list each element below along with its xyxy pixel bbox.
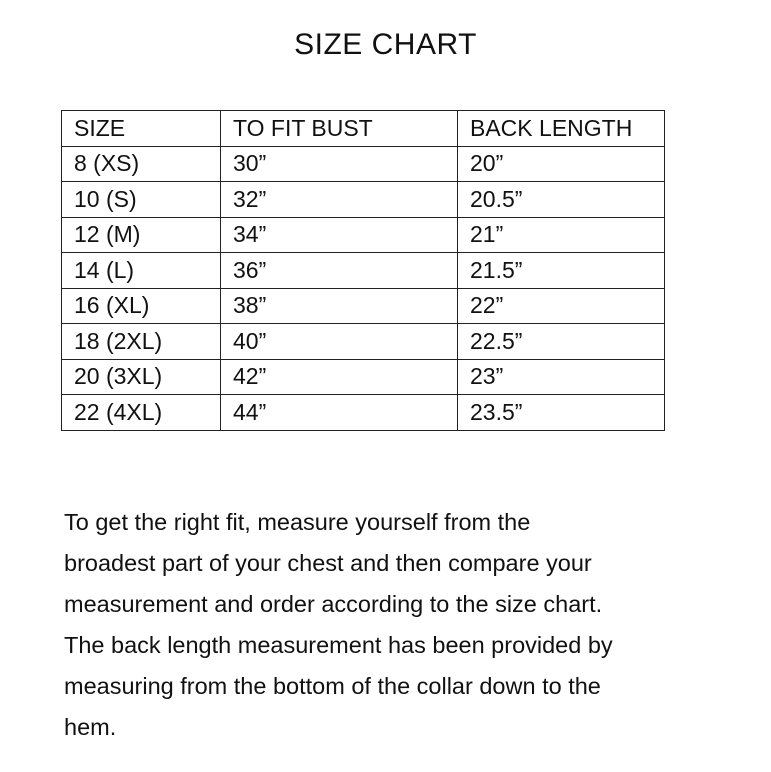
cell-size: 16 (XL) <box>62 288 221 324</box>
cell-size: 22 (4XL) <box>62 395 221 431</box>
header-size: SIZE <box>62 111 221 147</box>
table-row <box>62 217 665 253</box>
cell-size: 12 (M) <box>62 217 221 253</box>
table-row <box>62 395 665 431</box>
table-row <box>62 253 665 289</box>
cell-back-length: 22.5” <box>458 324 665 360</box>
cell-bust: 36” <box>221 253 458 289</box>
cell-size: 20 (3XL) <box>62 359 221 395</box>
cell-size: 10 (S) <box>62 182 221 218</box>
page-title: SIZE CHART <box>294 28 477 61</box>
cell-size: 14 (L) <box>62 253 221 289</box>
note-line: hem. <box>64 714 117 740</box>
note-line: To get the right fit, measure yourself from the <box>64 509 531 535</box>
cell-back-length: 23” <box>458 359 665 395</box>
cell-bust: 40” <box>221 324 458 360</box>
cell-bust: 38” <box>221 288 458 324</box>
table-row <box>62 324 665 360</box>
note-line: measurement and order according to the size chart. <box>64 591 603 617</box>
cell-back-length: 22” <box>458 288 665 324</box>
cell-bust: 42” <box>221 359 458 395</box>
cell-back-length: 21.5” <box>458 253 665 289</box>
table-row <box>62 359 665 395</box>
table-row <box>62 146 665 182</box>
fit-instructions-paragraph <box>64 502 724 748</box>
header-back-length: BACK LENGTH <box>458 111 665 147</box>
cell-size: 8 (XS) <box>62 146 221 182</box>
cell-back-length: 21” <box>458 217 665 253</box>
cell-back-length: 23.5” <box>458 395 665 431</box>
note-line: measuring from the bottom of the collar down to the <box>64 673 601 699</box>
cell-size: 18 (2XL) <box>62 324 221 360</box>
header-to-fit-bust: TO FIT BUST <box>221 111 458 147</box>
note-line: The back length measurement has been provided by <box>64 632 613 658</box>
cell-back-length: 20.5” <box>458 182 665 218</box>
cell-bust: 32” <box>221 182 458 218</box>
table-row <box>62 288 665 324</box>
table-header-row <box>62 111 665 147</box>
cell-back-length: 20” <box>458 146 665 182</box>
table-row <box>62 182 665 218</box>
cell-bust: 44” <box>221 395 458 431</box>
size-table <box>61 110 665 431</box>
cell-bust: 34” <box>221 217 458 253</box>
cell-bust: 30” <box>221 146 458 182</box>
note-line: broadest part of your chest and then compare your <box>64 550 592 576</box>
